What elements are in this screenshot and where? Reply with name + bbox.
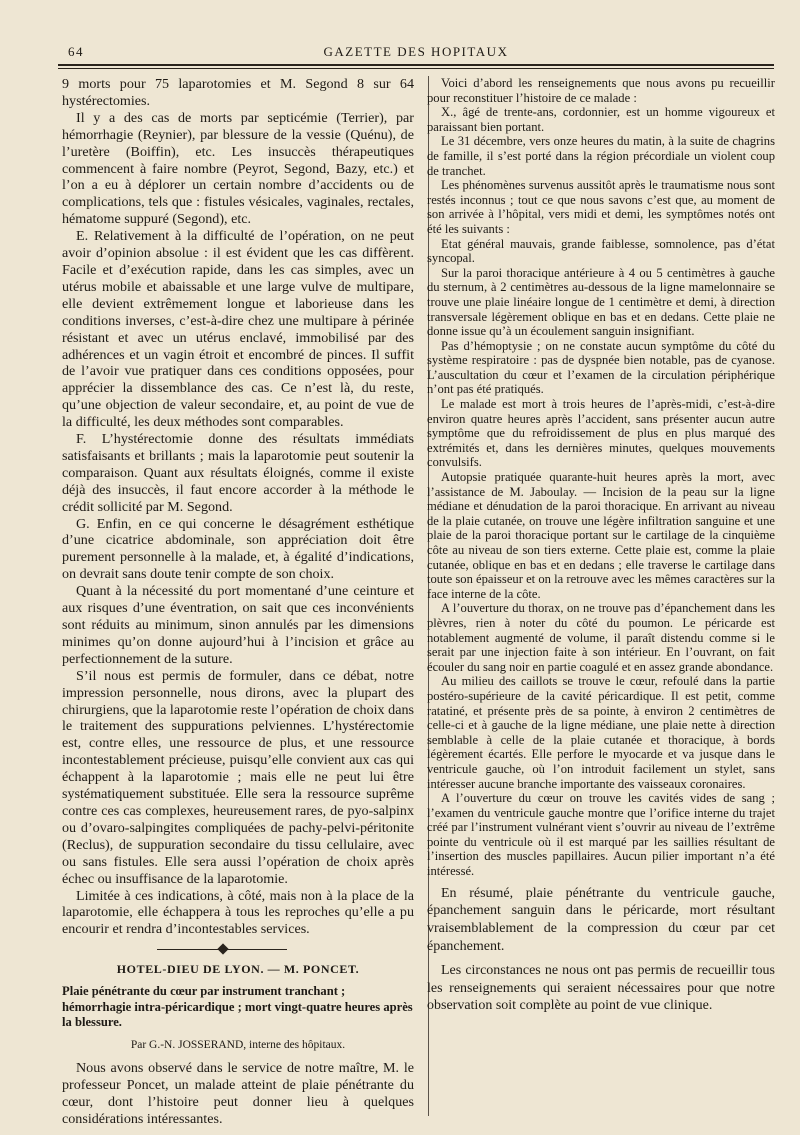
section-separator [62,938,414,958]
author-byline: Par G.-N. JOSSERAND, interne des hôpitaux. [130,1039,346,1051]
body-paragraph: Quant à la nécessité du port momentané d’une ceinture et aux risques d’une éventration, on sait que ces inconvénients sont réduits au minimum, sinon annulés par les dimensions minimes qu’on donne aujourd’hui à l’incision et grâce au perfectionnement de la suture. [62,583,414,667]
body-paragraph: A l’ouverture du thorax, on ne trouve pas d’épanchement dans les plèvres, rien à noter du côté du poumon. Le péricarde est notablement augmenté de volume, il paraît distendu comme si le serait par une injection faite à son intérieur. En l’ouvrant, on fait écouler du sang noir en partie coagulé et en assez grande abondance. [427,601,775,674]
header-rule-thin [58,68,774,69]
body-paragraph: Etat général mauvais, grande faiblesse, somnolence, pas d’état syncopal. [427,236,775,266]
body-paragraph: Pas d’hémoptysie ; on ne constate aucun symptôme du côté du système respiratoire : pas de dyspnée bien notable, pas de cyanose. L’auscultation du cœur et l’examen de la circulation périphérique n’ont pas été pratiqués. [427,338,775,397]
body-paragraph: 9 morts pour 75 laparotomies et M. Segond 8 sur 64 hystérectomies. [62,76,414,109]
running-title: GAZETTE DES HOPITAUX [323,44,509,59]
article-title: Plaie pénétrante du cœur par instrument tranchant ; hémorrhagie intra-péricardique ; mort vingt-quatre heures après la blessure. [62,984,413,1030]
separator-ornament [217,944,228,955]
right-column [427,76,775,1015]
body-paragraph: Les phénomènes survenus aussitôt après le traumatisme nous sont restés inconnus ; tout ce que nous savons c’est que, au moment de son arrivée à l’hôpital, vers midi et demi, les symptômes notés ont été les suivants : [427,178,775,236]
body-paragraph: X., âgé de trente-ans, cordonnier, est un homme vigoureux et paraissant bien portant. [427,105,775,134]
body-paragraph: Limitée à ces indications, à côté, mais non à la place de la laparotomie, elle échappera à tous les reproches qu’elle a pu encourir et rendra d’incontestables services. [62,887,414,938]
body-paragraph: Voici d’abord les renseignements que nous avons pu recueillir pour reconstituer l’histoire de ce malade : [427,76,775,105]
summary-paragraph: En résumé, plaie pénétrante du ventricule gauche, épanchement sanguin dans le péricarde, mort résultant vraisemblablement de la compression du cœur par cet épanchement. [427,885,775,955]
summary-paragraph: Les circonstances ne nous ont pas permis de recueillir tous les renseignements qui seraient nécessaires pour que notre observation soit complète au point de vue clinique. [427,962,775,1014]
section-heading: HOTEL-DIEU DE LYON. — M. PONCET. [116,962,360,977]
header-rule [58,64,774,66]
body-paragraph: Il y a des cas de morts par septicémie (Terrier), par hémorrhagie (Reynier), par blessure de la vessie (Quénu), de l’uretère (Boiffin), etc. Les insuccès thérapeutiques commencent à faire nombre (Peyrot, Segond, Bazy, etc.) et l’on a eu à déplorer un certain nombre d’accidents ou de complications, tels que : fistules vésicales, vaginales, rectales, hématome suppuré (Segond), etc. [62,109,414,228]
left-column [62,76,414,1128]
body-paragraph: A l’ouverture du cœur on trouve les cavités vides de sang ; l’examen du ventricule gauche montre que l’orifice interne du trajet créé par l’instrument vulnérant vient s’ouvrir au niveau de l’extrême pointe du ventricule où il est marqué par les saillies résultant de l’insertion des muscles papillaires. Aucun pilier important n’a été intéressé. [427,791,775,879]
body-paragraph: Sur la paroi thoracique antérieure à 4 ou 5 centimètres à gauche du sternum, à 2 centimètres au-dessous de la ligne mamelonnaire se trouve une plaie linéaire longue de 1 centimètre et demi, à direction transversale légèrement oblique en bas et en dedans. Cette plaie ne donne issue qu’à un écoulement sanguin insignifiant. [427,265,775,339]
page-number: 64 [68,44,84,59]
body-paragraph: G. Enfin, en ce qui concerne le désagrément esthétique d’une cicatrice abdominale, son appréciation doit être purement personnelle à la malade, et, à égalité d’indications, on devrait sans doute tenir compte de son choix. [62,515,414,583]
body-paragraph: F. L’hystérectomie donne des résultats immédiats satisfaisants et brillants ; mais la laparotomie peut soutenir la comparaison. Quant aux résultats éloignés, comme il existe déjà des insuccès, il faut encore accorder à la méthode le crédit sollicité par M. Segond. [62,431,414,515]
body-paragraph: Le 31 décembre, vers onze heures du matin, à la suite de chagrins de famille, il s’est porté dans la région précordiale un violent coup de tranchet. [427,134,775,178]
body-paragraph: S’il nous est permis de formuler, dans ce débat, notre impression personnelle, nous dirons, avec la plupart des chirurgiens, que la laparotomie reste l’opération de choix dans le traitement des suppurations pelviennes. L’hystérectomie est, contre elles, une ressource de plus, et une ressource incontestablement précieuse, puisqu’elle convient aux cas qui échappent à la laparotomie ; mais elle ne peut lui être systématiquement substituée. Elle sera la ressource suprême contre ces cas complexes, heureusement rares, de pyo-salpinx ou d’ovaro-salpingites compliquées de pachy-pelvi-péritonite (Reclus), de suppuration secondaire du tissu cellulaire, avec ou sans fistules. Elle sera aussi l’opération de choix après échec ou insuffisance de la laparotomie. [62,667,414,887]
body-paragraph: Au milieu des caillots se trouve le cœur, refoulé dans la partie postéro-supérieure de la cavité péricardique. Il est petit, comme ratatiné, et présente près de sa pointe, à environ 2 centimètres de celle-ci et à gauche de la ligne médiane, une plaie nette à direction semblable à celle de la plaie cutanée et thoracique, à bords légèrement écartés. Elle perfore le myocarde et va jusque dans le ventricule gauche, où l’on introduit facilement un stylet, sans intéresser aucune branche importante des vaisseaux coronaires. [427,674,775,791]
page-header [60,44,772,62]
body-paragraph: E. Relativement à la difficulté de l’opération, on ne peut avoir d’opinion absolue : il est évident que les cas diffèrent. Facile et d’exécution rapide, dans les cas simples, avec un utérus mobile et abaissable et une large vulve de multipare, elle devient extrêmement longue et laborieuse dans les conditions inverses, c’est-à-dire chez une multipare à périnée résistant et avec un utérus enclavé, immobilisé par des adhérences et un vagin étroit et encombré de pinces. Il suffit de l’avoir vue pratiquer dans ces conditions opposées, pour apprécier la dissemblance des cas. Ce n’est là, du reste, qu’une objection de valeur secondaire, et, au point de vue de la difficulté, les deux méthodes sont comparables. [62,228,414,431]
body-paragraph: Le malade est mort à trois heures de l’après-midi, c’est-à-dire environ quatre heures après l’accident, sans présenter aucun autre symptôme que du refroidissement de plus en plus marqué des extrémités et, dans les dernières minutes, quelques mouvements convulsifs. [427,397,775,470]
body-paragraph: Autopsie pratiquée quarante-huit heures après la mort, avec l’assistance de M. Jaboulay. — Incision de la peau sur la ligne médiane et dénudation de la paroi thoracique. En arrivant au niveau de la plaie cutanée, on trouve une légère infiltration sanguine et une plaie de la paroi thoracique portant sur le cartilage de la cinquième côte au niveau de son tiers externe. Cette plaie est, comme la plaie cutanée, oblique en bas et en dedans ; elle traverse le cartilage dans toute son épaisseur et on la retrouve avec les mêmes caractères sur la face interne de la côte. [427,470,775,601]
intro-paragraph: Nous avons observé dans le service de notre maître, M. le professeur Poncet, un malade atteint de plaie pénétrante du cœur, dont l’histoire peut donner lieu à quelques considérations intéressantes. [62,1060,414,1127]
